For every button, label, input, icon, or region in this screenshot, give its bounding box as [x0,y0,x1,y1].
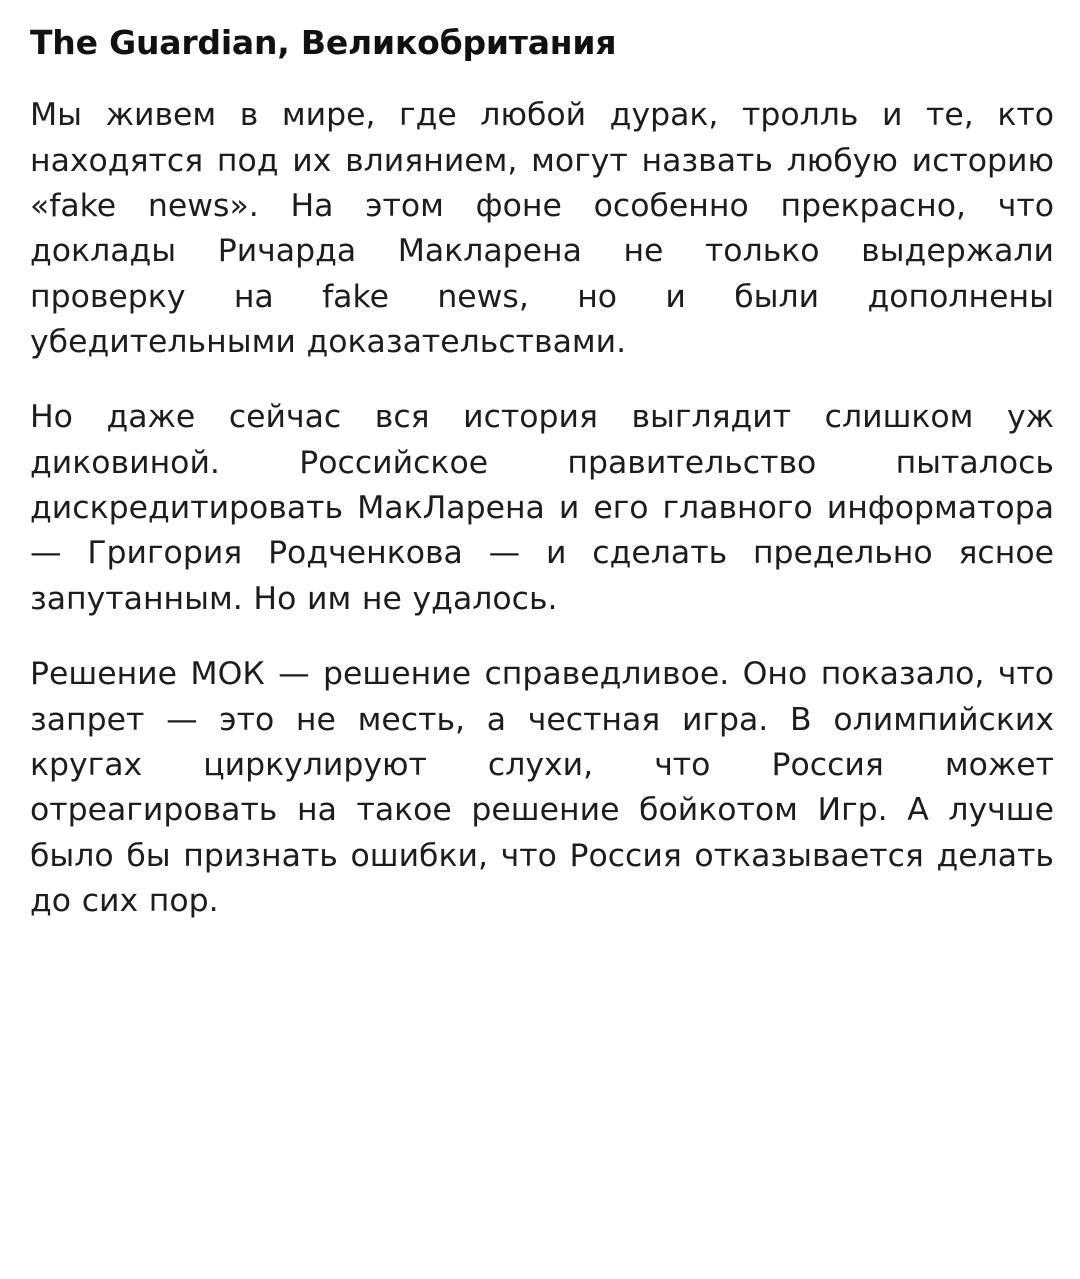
article-paragraph: Но даже сейчас вся история выглядит слишком уж диковиной. Российское правительство пыталось дискредитировать МакЛарена и его главного информатора — Григория Родченкова — и сделать предельно ясное запутанным. Но им не удалось. [30,399,1054,617]
article-body [30,93,1054,924]
article-paragraph: Решение МОК — решение справедливое. Оно показало, что запрет — это не месть, а честная игра. В олимпийских кругах циркулируют слухи, что Россия может отреагировать на такое решение бойкотом Игр. А лучше было бы признать ошибки, что Россия отказывается делать до сих пор. [30,656,1054,919]
article-paragraph: Мы живем в мире, где любой дурак, тролль и те, кто находятся под их влиянием, могут назвать любую историю «fake news». На этом фоне особенно прекрасно, что доклады Ричарда Макларена не только выдержали проверку на fake news, но и были дополнены убедительными доказательствами. [30,97,1054,361]
page-title: The Guardian, Великобритания [30,23,617,62]
